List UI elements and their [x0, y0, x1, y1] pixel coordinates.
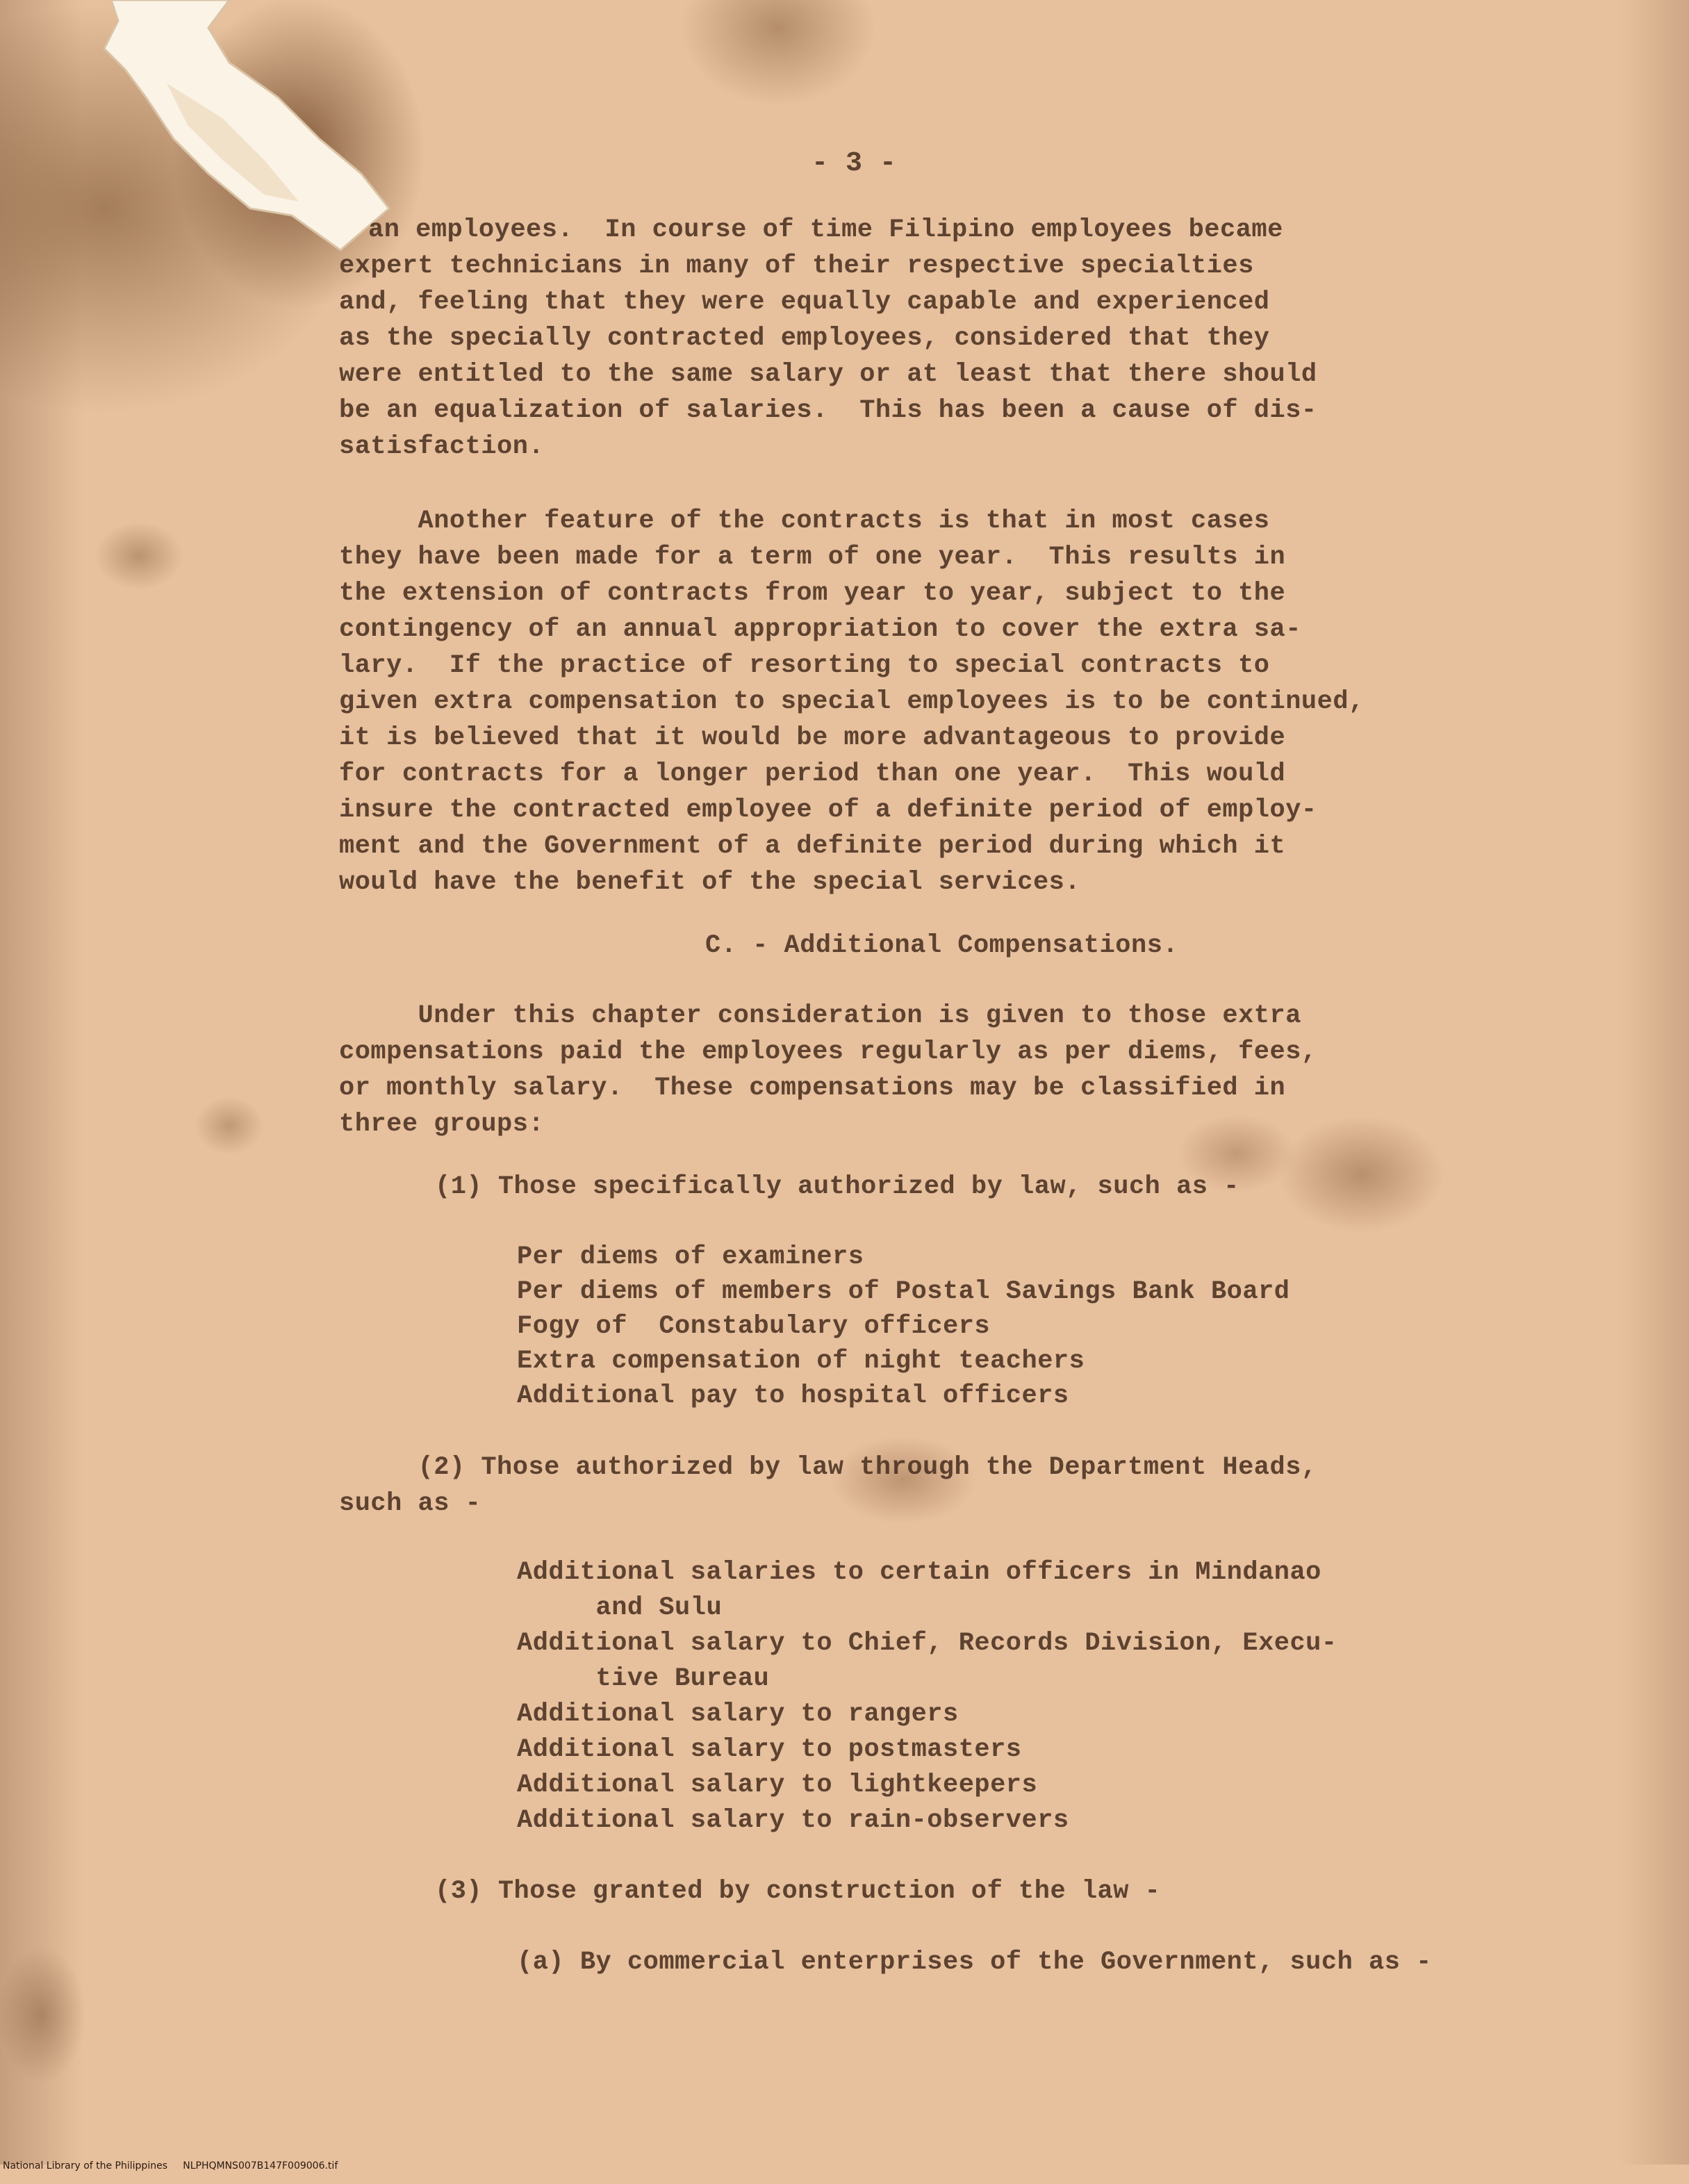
- paragraph-3-line: compensations paid the employees regularly as per diems, fees,: [339, 1037, 1317, 1067]
- group-2-item: Additional salary to lightkeepers: [517, 1771, 1038, 1800]
- group-2-intro: such as -: [339, 1489, 481, 1518]
- paragraph-1-line: be an equalization of salaries. This has been a cause of dis-: [339, 396, 1317, 425]
- paragraph-2-line: for contracts for a longer period than one year. This would: [339, 760, 1286, 789]
- scan-footer: National Library of the Philippines NLPHQMNS007B147F009006.tif: [3, 2160, 338, 2171]
- group-2-item: Additional salaries to certain officers in Mindanao: [517, 1558, 1321, 1587]
- group-1-item: Per diems of examiners: [517, 1242, 864, 1272]
- paragraph-3-line: or monthly salary. These compensations may be classified in: [339, 1074, 1286, 1103]
- group-3-sub-a: (a) By commercial enterprises of the Government, such as -: [517, 1948, 1432, 1977]
- paragraph-2-line: Another feature of the contracts is that in most cases: [339, 507, 1270, 536]
- paragraph-2-line: given extra compensation to special employees is to be continued,: [339, 687, 1365, 716]
- paragraph-1-line: satisfaction.: [339, 432, 545, 461]
- group-2-item: tive Bureau: [517, 1664, 770, 1693]
- paragraph-2-line: contingency of an annual appropriation to cover the extra sa-: [339, 615, 1301, 644]
- paragraph-2-line: insure the contracted employee of a definite period of employ-: [339, 796, 1317, 825]
- paragraph-2-line: would have the benefit of the special services.: [339, 868, 1081, 897]
- group-2-item: Additional salary to rangers: [517, 1700, 959, 1729]
- group-2-intro: (2) Those authorized by law through the Department Heads,: [339, 1453, 1317, 1482]
- paragraph-2-line: lary. If the practice of resorting to special contracts to: [339, 651, 1270, 680]
- group-2-item: Additional salary to Chief, Records Division, Execu-: [517, 1629, 1337, 1658]
- group-1-item: Additional pay to hospital officers: [517, 1381, 1069, 1411]
- group-1-intro: (1) Those specifically authorized by law, such as -: [435, 1172, 1239, 1201]
- section-heading: C. - Additional Compensations.: [705, 931, 1179, 960]
- paragraph-2-line: ment and the Government of a definite period during which it: [339, 832, 1286, 861]
- group-2-item: Additional salary to postmasters: [517, 1735, 1022, 1764]
- paragraph-1-line: as the specially contracted employees, considered that they: [339, 324, 1270, 353]
- paragraph-2-line: they have been made for a term of one year. This results in: [339, 543, 1286, 572]
- paragraph-1-line: expert technicians in many of their respective specialties: [339, 252, 1254, 281]
- group-1-item: Fogy of Constabulary officers: [517, 1312, 991, 1341]
- paragraph-2-line: it is believed that it would be more advantageous to provide: [339, 723, 1286, 753]
- group-3-intro: (3) Those granted by construction of the law -: [435, 1877, 1161, 1906]
- paragraph-1-line: an employees. In course of time Filipino employees became: [368, 215, 1283, 245]
- page-number: - 3 -: [811, 148, 897, 179]
- paragraph-1-line: and, feeling that they were equally capable and experienced: [339, 288, 1270, 317]
- group-1-item: Per diems of members of Postal Savings Bank Board: [517, 1277, 1290, 1306]
- paragraph-2-line: the extension of contracts from year to year, subject to the: [339, 579, 1286, 608]
- group-2-item: Additional salary to rain-observers: [517, 1806, 1069, 1835]
- paragraph-3-line: Under this chapter consideration is given to those extra: [339, 1001, 1301, 1031]
- paragraph-3-line: three groups:: [339, 1110, 545, 1139]
- group-2-item: and Sulu: [517, 1593, 723, 1623]
- paragraph-1-line: were entitled to the same salary or at least that there should: [339, 360, 1317, 389]
- group-1-item: Extra compensation of night teachers: [517, 1347, 1085, 1376]
